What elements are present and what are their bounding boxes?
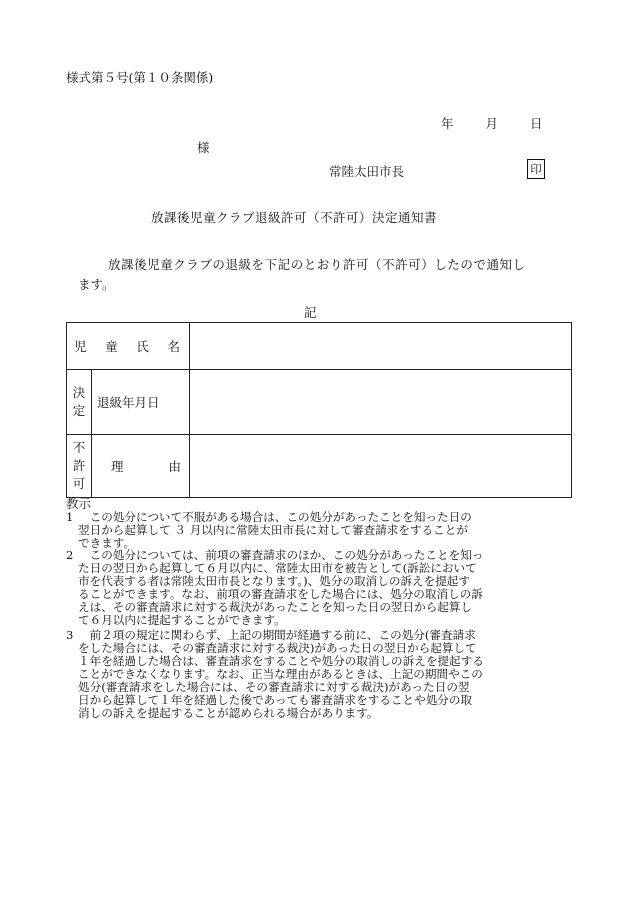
table-row-child-name <box>67 323 572 370</box>
decision-label: 決 定 <box>67 370 92 435</box>
notice-line: 翌日から起算して ３ 月以内に常陸太田市長に対して審査請求をすることが <box>78 523 468 537</box>
date-line <box>441 114 543 132</box>
withdrawal-date-value[interactable] <box>190 370 572 435</box>
notice-line: できます。 <box>78 536 136 550</box>
info-table <box>66 322 572 498</box>
date-month-label: 月 <box>485 116 499 131</box>
notice-line: 処分(審査請求をした場合には、その審査請求に対する裁決)があった日の翌 <box>78 680 470 694</box>
notice-number: 1 <box>66 510 74 524</box>
body-text <box>78 255 558 295</box>
notice-line: 前２項の規定に関わらず、上記の期間が経過する前に、この処分(審査請求 <box>78 628 476 642</box>
body-line-2: ます。 <box>78 277 115 292</box>
date-day-label: 日 <box>530 116 543 131</box>
notice-line: た日の翌日から起算して６月以内に、常陸太田市を被告として(訴訟において <box>78 561 477 575</box>
notice-line: この処分について不服がある場合は、この処分があったことを知った日の <box>78 510 472 524</box>
addressee-suffix: 様 <box>197 140 210 155</box>
document-title: 放課後児童クラブ退級許可（不許可）決定通知書 <box>151 210 438 225</box>
reason-value[interactable] <box>190 435 572 498</box>
notice-line: 市を代表する者は常陸太田市長となります。)、処分の取消しの訴えを提起す <box>78 574 470 588</box>
date-year-label: 年 <box>441 116 454 131</box>
issuer-name: 常陸太田市長 <box>329 164 405 179</box>
notice-line: １年を経過した場合は、審査請求をすることや処分の取消しの訴えを提起する <box>78 654 484 668</box>
notice-line: この処分については、前項の審査請求のほか、この処分があったことを知っ <box>78 548 484 562</box>
notice-line: て６月以内に提起することができます。 <box>78 613 286 627</box>
notice-number: 2 <box>66 548 74 562</box>
notice-line: ることができます。なお、前項の審査請求をした場合には、処分の取消しの訴 <box>78 587 483 601</box>
notice-heading: 教示 <box>66 496 92 511</box>
child-name-value[interactable] <box>190 323 572 370</box>
notice-line: 消しの訴えを提起することが認められる場合があります。 <box>78 706 379 720</box>
withdrawal-date-label: 退級年月日 <box>92 370 190 435</box>
form-number: 様式第５号(第１０条関係) <box>66 70 214 85</box>
body-line-1: 放課後児童クラブの退級を下記のとおり許可（不許可）したので通知し <box>108 257 526 272</box>
table-row-reason <box>67 435 572 498</box>
notice-line: をした場合には、その審査請求に対する裁決)があった日の翌日から起算して <box>78 641 477 655</box>
notice-item-2 <box>66 549 558 627</box>
ki-mark: 記 <box>304 305 317 320</box>
table-row-withdrawal-date <box>67 370 572 435</box>
refusal-label: 不 許 可 <box>67 435 92 498</box>
notice-item-3 <box>66 629 558 720</box>
seal-box: 印 <box>527 159 545 179</box>
child-name-label: 児 童 氏 名 <box>67 323 190 370</box>
reason-label: 理 由 <box>92 435 190 498</box>
notice-line: えは、その審査請求に対する裁決があったことを知った日の翌日から起算し <box>78 600 473 614</box>
notice-number: 3 <box>66 628 74 642</box>
notice-line: 日から起算して１年を経過した後であっても審査請求をすることや処分の取 <box>78 693 473 707</box>
notice-item-1 <box>66 511 558 550</box>
notice-line: ことができなくなります。なお、正当な理由があるときは、上記の期間やこの <box>78 667 483 681</box>
